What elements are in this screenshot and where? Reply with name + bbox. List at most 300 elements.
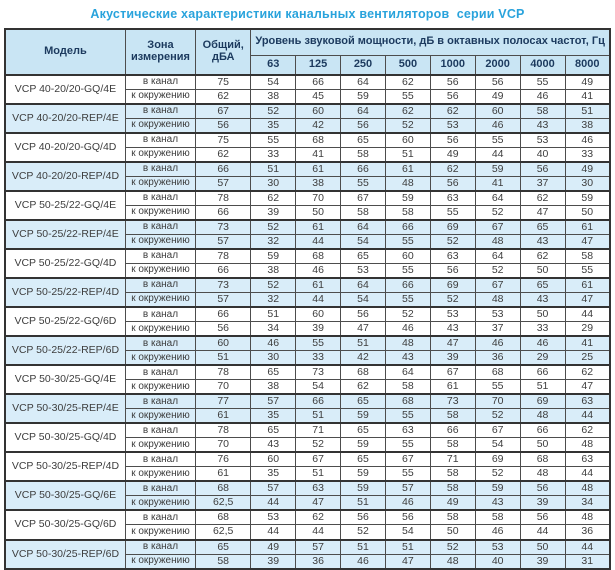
band-cell-1000: 56 (430, 133, 475, 148)
band-cell-125: 67 (296, 452, 341, 467)
band-cell-250: 64 (341, 278, 386, 293)
band-cell-4000: 39 (520, 554, 565, 569)
band-cell-2000: 48 (475, 235, 520, 250)
band-cell-8000: 47 (565, 380, 610, 395)
band-cell-125: 46 (296, 264, 341, 279)
band-cell-63: 53 (251, 510, 296, 525)
band-cell-1000: 63 (430, 191, 475, 206)
zone-cell: к окружению (125, 293, 195, 308)
band-cell-63: 51 (251, 162, 296, 177)
band-cell-250: 59 (341, 467, 386, 482)
band-cell-2000: 60 (475, 104, 520, 119)
band-cell-8000: 25 (565, 351, 610, 366)
zone-cell: к окружению (125, 206, 195, 221)
band-cell-2000: 69 (475, 452, 520, 467)
band-cell-8000: 55 (565, 264, 610, 279)
band-cell-2000: 56 (475, 75, 520, 90)
band-cell-8000: 31 (565, 554, 610, 569)
model-cell: VCP 50-30/25-REP/4D (5, 452, 125, 481)
total-dba-cell: 66 (196, 264, 251, 279)
table-header (5, 29, 610, 75)
total-dba-cell: 62 (196, 148, 251, 163)
header-freq-250: 250 (341, 55, 386, 75)
zone-cell: в канал (125, 162, 195, 177)
band-cell-4000: 56 (520, 162, 565, 177)
band-cell-63: 39 (251, 206, 296, 221)
band-cell-125: 66 (296, 75, 341, 90)
band-cell-8000: 48 (565, 481, 610, 496)
band-cell-63: 44 (251, 525, 296, 540)
band-cell-63: 44 (251, 496, 296, 511)
zone-cell: в канал (125, 452, 195, 467)
band-cell-63: 49 (251, 540, 296, 555)
band-cell-250: 42 (341, 351, 386, 366)
band-cell-2000: 40 (475, 554, 520, 569)
band-cell-500: 62 (385, 104, 430, 119)
band-cell-8000: 61 (565, 220, 610, 235)
total-dba-cell: 70 (196, 438, 251, 453)
header-freq-63: 63 (251, 55, 296, 75)
band-cell-125: 44 (296, 293, 341, 308)
table-row (5, 336, 610, 351)
band-cell-4000: 47 (520, 206, 565, 221)
band-cell-2000: 67 (475, 278, 520, 293)
band-cell-125: 51 (296, 409, 341, 424)
band-cell-4000: 40 (520, 148, 565, 163)
band-cell-250: 64 (341, 104, 386, 119)
band-cell-4000: 46 (520, 90, 565, 105)
band-cell-125: 61 (296, 278, 341, 293)
header-freq-2000: 2000 (475, 55, 520, 75)
band-cell-250: 55 (341, 177, 386, 192)
band-cell-250: 67 (341, 191, 386, 206)
table-row (5, 278, 610, 293)
model-cell: VCP 50-30/25-GQ/4D (5, 423, 125, 452)
total-dba-cell: 57 (196, 235, 251, 250)
table-row (5, 540, 610, 555)
band-cell-500: 58 (385, 206, 430, 221)
model-cell: VCP 40-20/20-REP/4E (5, 104, 125, 133)
model-cell: VCP 50-30/25-REP/4E (5, 394, 125, 423)
band-cell-63: 30 (251, 177, 296, 192)
band-cell-500: 62 (385, 75, 430, 90)
total-dba-cell: 67 (196, 104, 251, 119)
model-cell: VCP 50-25/22-GQ/6D (5, 307, 125, 336)
band-cell-1000: 43 (430, 322, 475, 337)
zone-cell: в канал (125, 365, 195, 380)
band-cell-250: 66 (341, 162, 386, 177)
model-cell: VCP 50-30/25-REP/6D (5, 540, 125, 569)
total-dba-cell: 66 (196, 206, 251, 221)
band-cell-500: 43 (385, 351, 430, 366)
band-cell-500: 46 (385, 322, 430, 337)
band-cell-500: 64 (385, 365, 430, 380)
band-cell-500: 47 (385, 554, 430, 569)
band-cell-63: 38 (251, 90, 296, 105)
band-cell-1000: 56 (430, 90, 475, 105)
band-cell-4000: 69 (520, 394, 565, 409)
total-dba-cell: 68 (196, 510, 251, 525)
band-cell-4000: 48 (520, 409, 565, 424)
band-cell-63: 35 (251, 467, 296, 482)
band-cell-500: 55 (385, 467, 430, 482)
zone-cell: в канал (125, 191, 195, 206)
band-cell-1000: 62 (430, 104, 475, 119)
total-dba-cell: 62 (196, 90, 251, 105)
table-row (5, 162, 610, 177)
zone-cell: в канал (125, 220, 195, 235)
model-cell: VCP 50-25/22-GQ/4D (5, 249, 125, 278)
band-cell-250: 59 (341, 481, 386, 496)
band-cell-1000: 53 (430, 119, 475, 134)
band-cell-500: 55 (385, 293, 430, 308)
band-cell-2000: 43 (475, 496, 520, 511)
band-cell-250: 51 (341, 496, 386, 511)
zone-cell: к окружению (125, 380, 195, 395)
band-cell-63: 30 (251, 351, 296, 366)
band-cell-63: 51 (251, 307, 296, 322)
band-cell-8000: 44 (565, 540, 610, 555)
zone-cell: к окружению (125, 438, 195, 453)
band-cell-63: 35 (251, 409, 296, 424)
header-freq-125: 125 (296, 55, 341, 75)
band-cell-8000: 47 (565, 235, 610, 250)
band-cell-8000: 41 (565, 336, 610, 351)
band-cell-1000: 39 (430, 351, 475, 366)
band-cell-250: 56 (341, 307, 386, 322)
band-cell-500: 55 (385, 409, 430, 424)
band-cell-1000: 50 (430, 525, 475, 540)
band-cell-63: 54 (251, 75, 296, 90)
band-cell-500: 57 (385, 481, 430, 496)
band-cell-2000: 59 (475, 162, 520, 177)
table-row (5, 481, 610, 496)
zone-cell: в канал (125, 249, 195, 264)
band-cell-8000: 30 (565, 177, 610, 192)
zone-cell: в канал (125, 394, 195, 409)
band-cell-250: 64 (341, 75, 386, 90)
band-cell-8000: 44 (565, 467, 610, 482)
band-cell-125: 54 (296, 380, 341, 395)
band-cell-63: 38 (251, 380, 296, 395)
acoustic-characteristics-table (4, 28, 611, 570)
band-cell-250: 58 (341, 206, 386, 221)
total-dba-cell: 61 (196, 409, 251, 424)
band-cell-125: 60 (296, 307, 341, 322)
band-cell-8000: 44 (565, 307, 610, 322)
band-cell-2000: 53 (475, 540, 520, 555)
table-row (5, 104, 610, 119)
band-cell-125: 41 (296, 148, 341, 163)
band-cell-4000: 50 (520, 438, 565, 453)
zone-cell: в канал (125, 336, 195, 351)
band-cell-500: 66 (385, 220, 430, 235)
total-dba-cell: 75 (196, 75, 251, 90)
total-dba-cell: 73 (196, 278, 251, 293)
band-cell-8000: 47 (565, 293, 610, 308)
band-cell-500: 66 (385, 278, 430, 293)
zone-cell: к окружению (125, 496, 195, 511)
band-cell-4000: 29 (520, 351, 565, 366)
band-cell-125: 36 (296, 554, 341, 569)
band-cell-250: 65 (341, 423, 386, 438)
band-cell-8000: 61 (565, 278, 610, 293)
band-cell-4000: 44 (520, 525, 565, 540)
band-cell-1000: 63 (430, 249, 475, 264)
band-cell-2000: 41 (475, 177, 520, 192)
band-cell-500: 68 (385, 394, 430, 409)
band-cell-1000: 58 (430, 409, 475, 424)
band-cell-250: 56 (341, 119, 386, 134)
total-dba-cell: 51 (196, 351, 251, 366)
band-cell-4000: 50 (520, 307, 565, 322)
band-cell-4000: 48 (520, 467, 565, 482)
band-cell-8000: 38 (565, 119, 610, 134)
band-cell-2000: 67 (475, 220, 520, 235)
table-body (5, 75, 610, 569)
zone-cell: в канал (125, 75, 195, 90)
table-row (5, 394, 610, 409)
band-cell-500: 58 (385, 380, 430, 395)
total-dba-cell: 68 (196, 481, 251, 496)
model-cell: VCP 50-25/22-REP/4D (5, 278, 125, 307)
band-cell-4000: 43 (520, 293, 565, 308)
band-cell-125: 73 (296, 365, 341, 380)
band-cell-1000: 49 (430, 148, 475, 163)
band-cell-250: 62 (341, 380, 386, 395)
band-cell-125: 55 (296, 336, 341, 351)
band-cell-125: 39 (296, 322, 341, 337)
model-cell: VCP 50-25/22-GQ/4E (5, 191, 125, 220)
band-cell-500: 67 (385, 452, 430, 467)
table-row (5, 133, 610, 148)
band-cell-2000: 68 (475, 365, 520, 380)
band-cell-4000: 65 (520, 278, 565, 293)
total-dba-cell: 65 (196, 540, 251, 555)
total-dba-cell: 58 (196, 554, 251, 569)
table-row (5, 191, 610, 206)
band-cell-250: 65 (341, 133, 386, 148)
band-cell-125: 57 (296, 540, 341, 555)
table-row (5, 452, 610, 467)
band-cell-63: 33 (251, 148, 296, 163)
band-cell-125: 38 (296, 177, 341, 192)
band-cell-4000: 65 (520, 220, 565, 235)
band-cell-8000: 51 (565, 104, 610, 119)
band-cell-1000: 69 (430, 278, 475, 293)
band-cell-125: 50 (296, 206, 341, 221)
total-dba-cell: 78 (196, 191, 251, 206)
band-cell-2000: 54 (475, 438, 520, 453)
band-cell-2000: 46 (475, 525, 520, 540)
band-cell-1000: 56 (430, 177, 475, 192)
band-cell-500: 63 (385, 423, 430, 438)
band-cell-4000: 56 (520, 481, 565, 496)
table-row (5, 510, 610, 525)
header-zone: Зона измерения (125, 29, 195, 75)
model-cell: VCP 50-25/22-REP/6D (5, 336, 125, 365)
band-cell-250: 51 (341, 336, 386, 351)
band-cell-8000: 48 (565, 438, 610, 453)
band-cell-2000: 55 (475, 380, 520, 395)
zone-cell: в канал (125, 481, 195, 496)
zone-cell: в канал (125, 278, 195, 293)
total-dba-cell: 60 (196, 336, 251, 351)
band-cell-500: 61 (385, 162, 430, 177)
band-cell-1000: 47 (430, 336, 475, 351)
band-cell-4000: 43 (520, 119, 565, 134)
header-row-top (5, 29, 610, 55)
band-cell-250: 65 (341, 452, 386, 467)
band-cell-8000: 48 (565, 510, 610, 525)
band-cell-1000: 73 (430, 394, 475, 409)
band-cell-63: 62 (251, 191, 296, 206)
band-cell-4000: 33 (520, 322, 565, 337)
band-cell-500: 52 (385, 307, 430, 322)
band-cell-2000: 59 (475, 481, 520, 496)
band-cell-1000: 71 (430, 452, 475, 467)
page-title: Акустические характеристики канальных вентиляторов серии VCP (90, 7, 525, 21)
zone-cell: к окружению (125, 322, 195, 337)
band-cell-4000: 39 (520, 496, 565, 511)
zone-cell: к окружению (125, 467, 195, 482)
band-cell-63: 52 (251, 104, 296, 119)
band-cell-250: 54 (341, 235, 386, 250)
total-dba-cell: 57 (196, 177, 251, 192)
band-cell-125: 33 (296, 351, 341, 366)
zone-cell: к окружению (125, 119, 195, 134)
band-cell-500: 54 (385, 525, 430, 540)
band-cell-63: 32 (251, 293, 296, 308)
band-cell-2000: 67 (475, 423, 520, 438)
model-cell: VCP 40-20/20-REP/4D (5, 162, 125, 191)
band-cell-1000: 61 (430, 380, 475, 395)
band-cell-125: 61 (296, 220, 341, 235)
band-cell-4000: 66 (520, 423, 565, 438)
zone-cell: в канал (125, 133, 195, 148)
table-row (5, 307, 610, 322)
band-cell-2000: 64 (475, 249, 520, 264)
band-cell-1000: 49 (430, 496, 475, 511)
band-cell-2000: 52 (475, 206, 520, 221)
band-cell-2000: 44 (475, 148, 520, 163)
band-cell-500: 51 (385, 540, 430, 555)
header-model: Модель (5, 29, 125, 75)
zone-cell: к окружению (125, 351, 195, 366)
band-cell-4000: 62 (520, 191, 565, 206)
band-cell-8000: 62 (565, 365, 610, 380)
model-cell: VCP 40-20/20-GQ/4E (5, 75, 125, 104)
model-cell: VCP 50-30/25-GQ/6E (5, 481, 125, 510)
band-cell-250: 64 (341, 220, 386, 235)
band-cell-63: 57 (251, 394, 296, 409)
band-cell-4000: 46 (520, 336, 565, 351)
total-dba-cell: 78 (196, 423, 251, 438)
band-cell-500: 60 (385, 249, 430, 264)
zone-cell: к окружению (125, 148, 195, 163)
band-cell-1000: 55 (430, 206, 475, 221)
band-cell-250: 59 (341, 409, 386, 424)
band-cell-500: 48 (385, 336, 430, 351)
zone-cell: в канал (125, 307, 195, 322)
band-cell-1000: 67 (430, 365, 475, 380)
band-cell-4000: 53 (520, 133, 565, 148)
band-cell-2000: 58 (475, 510, 520, 525)
total-dba-cell: 75 (196, 133, 251, 148)
band-cell-8000: 62 (565, 423, 610, 438)
band-cell-125: 51 (296, 467, 341, 482)
band-cell-1000: 58 (430, 510, 475, 525)
band-cell-125: 66 (296, 394, 341, 409)
band-cell-125: 68 (296, 249, 341, 264)
band-cell-1000: 58 (430, 481, 475, 496)
band-cell-125: 44 (296, 235, 341, 250)
band-cell-125: 52 (296, 438, 341, 453)
band-cell-250: 68 (341, 365, 386, 380)
band-cell-8000: 58 (565, 249, 610, 264)
band-cell-1000: 58 (430, 438, 475, 453)
zone-cell: к окружению (125, 409, 195, 424)
band-cell-500: 55 (385, 90, 430, 105)
band-cell-1000: 48 (430, 554, 475, 569)
band-cell-250: 65 (341, 249, 386, 264)
band-cell-500: 46 (385, 496, 430, 511)
band-cell-1000: 58 (430, 467, 475, 482)
band-cell-2000: 46 (475, 119, 520, 134)
band-cell-1000: 62 (430, 162, 475, 177)
band-cell-2000: 64 (475, 191, 520, 206)
band-cell-125: 68 (296, 133, 341, 148)
header-octave-group: Уровень звуковой мощности, дБ в октавных полосах частот, Гц (251, 29, 610, 55)
zone-cell: к окружению (125, 525, 195, 540)
total-dba-cell: 62,5 (196, 496, 251, 511)
model-cell: VCP 40-20/20-GQ/4D (5, 133, 125, 162)
band-cell-4000: 62 (520, 249, 565, 264)
total-dba-cell: 78 (196, 365, 251, 380)
total-dba-cell: 66 (196, 162, 251, 177)
band-cell-63: 43 (251, 438, 296, 453)
total-dba-cell: 61 (196, 467, 251, 482)
total-dba-cell: 73 (196, 220, 251, 235)
band-cell-500: 59 (385, 191, 430, 206)
band-cell-63: 60 (251, 452, 296, 467)
total-dba-cell: 56 (196, 322, 251, 337)
band-cell-500: 56 (385, 510, 430, 525)
band-cell-125: 71 (296, 423, 341, 438)
band-cell-2000: 49 (475, 90, 520, 105)
band-cell-63: 65 (251, 423, 296, 438)
band-cell-8000: 33 (565, 148, 610, 163)
band-cell-63: 55 (251, 133, 296, 148)
band-cell-8000: 63 (565, 452, 610, 467)
total-dba-cell: 70 (196, 380, 251, 395)
band-cell-1000: 56 (430, 75, 475, 90)
band-cell-125: 47 (296, 496, 341, 511)
band-cell-125: 60 (296, 104, 341, 119)
band-cell-125: 61 (296, 162, 341, 177)
band-cell-500: 55 (385, 264, 430, 279)
band-cell-125: 42 (296, 119, 341, 134)
total-dba-cell: 57 (196, 293, 251, 308)
band-cell-4000: 51 (520, 380, 565, 395)
total-dba-cell: 66 (196, 307, 251, 322)
band-cell-250: 65 (341, 394, 386, 409)
band-cell-250: 46 (341, 554, 386, 569)
header-freq-1000: 1000 (430, 55, 475, 75)
band-cell-63: 57 (251, 481, 296, 496)
band-cell-250: 51 (341, 540, 386, 555)
model-cell: VCP 50-25/22-REP/4E (5, 220, 125, 249)
